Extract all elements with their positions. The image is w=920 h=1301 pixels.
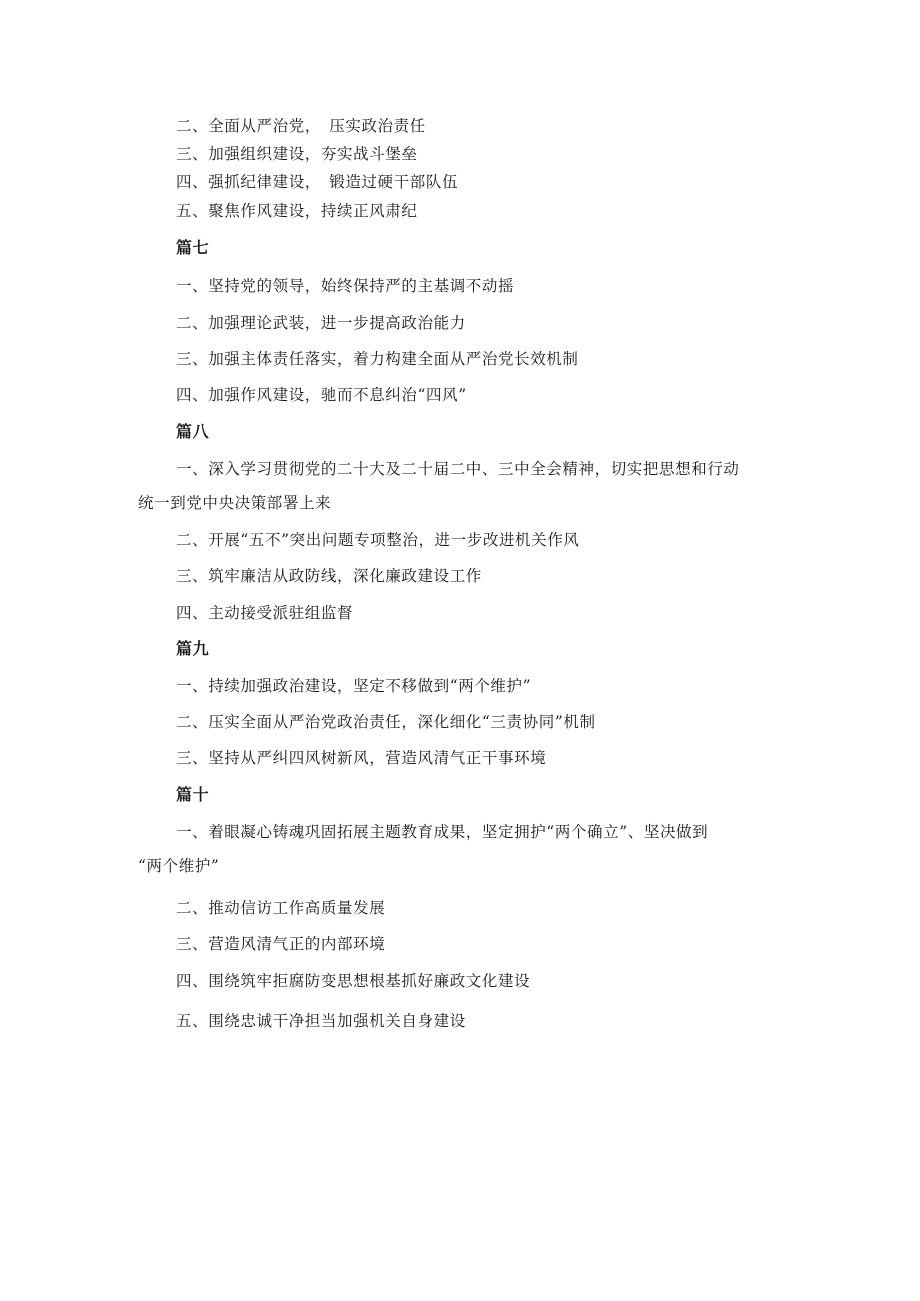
section7-item-3: 三、加强主体责任落实，着力构建全面从严治党长效机制 <box>176 350 579 368</box>
section8-item-3: 三、筑牢廉洁从政防线，深化廉政建设工作 <box>176 567 482 585</box>
section6-item-2: 二、全面从严治党， 压实政治责任 <box>176 117 426 135</box>
section10-item-4: 四、围绕筑牢拒腐防变思想根基抓好廉政文化建设 <box>176 972 531 990</box>
section9-item-2: 二、压实全面从严治党政治责任，深化细化“三责协同”机制 <box>176 713 596 731</box>
section10-item-3: 三、营造风清气正的内部环境 <box>176 935 386 953</box>
section6-item-4: 四、强抓纪律建设， 锻造过硬干部队伍 <box>176 173 459 191</box>
section6-item-5: 五、聚焦作风建设，持续正风肃纪 <box>176 202 418 220</box>
section9-title: 篇九 <box>176 639 210 658</box>
section6-item-3: 三、加强组织建设，夯实战斗堡垒 <box>176 145 418 163</box>
section7-title: 篇七 <box>176 238 210 257</box>
section9-item-3: 三、坚持从严纠四风树新风，营造风清气正干事环境 <box>176 749 547 767</box>
section9-item-1: 一、持续加强政治建设，坚定不移做到“两个维护” <box>176 677 532 695</box>
section7-item-2: 二、加强理论武装，进一步提高政治能力 <box>176 314 466 332</box>
section8-title: 篇八 <box>176 422 210 441</box>
section10-title: 篇十 <box>176 785 210 804</box>
section10-item-1-line-1: 一、着眼凝心铸魂巩固拓展主题教育成果，坚定拥护“两个确立”、坚决做到 <box>176 823 709 841</box>
section8-item-4: 四、主动接受派驻组监督 <box>176 604 354 622</box>
section7-item-1: 一、坚持党的领导，始终保持严的主基调不动摇 <box>176 277 515 295</box>
section8-item-1-line-2: 统一到党中央决策部署上来 <box>138 494 332 512</box>
section8-item-2: 二、开展“五不”突出问题专项整治，进一步改进机关作风 <box>176 531 580 549</box>
section7-item-4: 四、加强作风建设，驰而不息纠治“四风” <box>176 386 467 404</box>
section8-item-1-line-1: 一、深入学习贯彻党的二十大及二十届二中、三中全会精神，切实把思想和行动 <box>176 460 740 478</box>
section10-item-5: 五、围绕忠诚干净担当加强机关自身建设 <box>176 1012 466 1030</box>
section10-item-1-line-2: “两个维护” <box>138 857 220 875</box>
section10-item-2: 二、推动信访工作高质量发展 <box>176 899 386 917</box>
